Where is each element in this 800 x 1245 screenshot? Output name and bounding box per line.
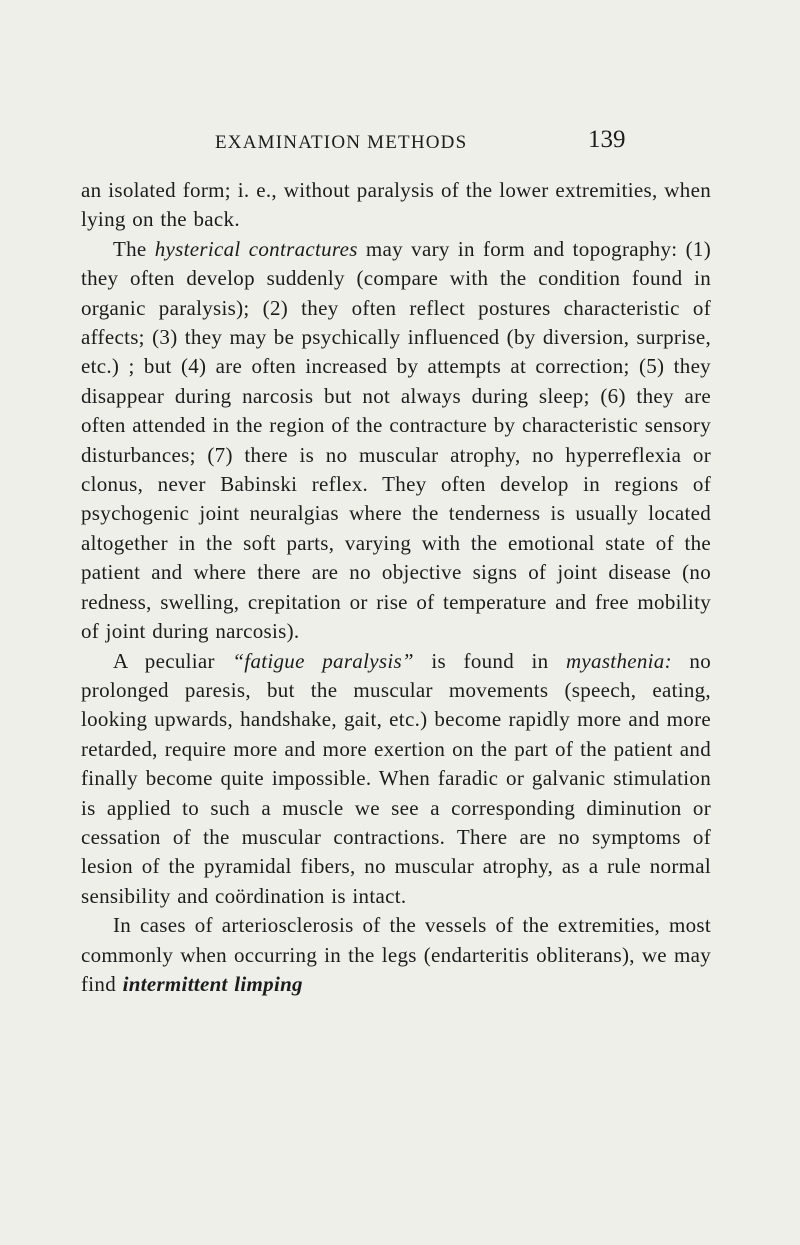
- paragraph-arteriosclerosis: [81, 911, 711, 999]
- body-text: [81, 176, 711, 999]
- text-run: A peculiar: [113, 648, 233, 673]
- italic-term: “fatigue paralysis”: [232, 648, 414, 673]
- text-run: is found in: [413, 648, 566, 673]
- paragraph-continuation: [81, 176, 711, 235]
- paragraph-hysterical-contractures: [81, 235, 711, 647]
- page-number: 139: [588, 126, 626, 153]
- text-run: The: [113, 236, 155, 261]
- bold-italic-term: intermittent limping: [122, 971, 303, 996]
- text-run: may vary in form and topography: (1) they often develop suddenly (compare with the condition found in organic paralysis); (2) they often reflect postures characteristic of affects; (3) they may be psychically influenced (by diversion, surprise, etc.) ; but (4) are often increased by attempts at correction; (5) they disappear during narcosis but not always during sleep; (6) they are often attended in the region of the contracture by characteristic sensory disturbances; (7) there is no muscular atrophy, no hyperreflexia or clonus, never Babinski reflex. They often develop in regions of psychogenic joint neuralgias where the tenderness is usually located altogether in the soft parts, varying with the emotional state of the patient and where there are no objective signs of joint disease (no redness, swelling, crepitation or rise of temperature and free mobility of joint during narcosis).: [81, 236, 711, 644]
- text-run: no prolonged paresis, but the muscular movements (speech, eating, looking upwards, handshake, gait, etc.) become rapidly more and more retarded, require more and more exertion on the part of the patient and finally become quite impossible. When faradic or galvanic stimulation is applied to such a muscle we see a corresponding diminution or cessation of the muscular contractions. There are no symptoms of lesion of the pyramidal fibers, no muscular atrophy, as a rule normal sensibility and coördination is intact.: [81, 648, 712, 908]
- text-run: an isolated form; i. e., without paralysis of the lower extremities, when lying on the back.: [81, 178, 711, 232]
- running-title: EXAMINATION METHODS: [215, 132, 468, 153]
- paragraph-fatigue-paralysis: [81, 647, 711, 912]
- text-run: In cases of arteriosclerosis of the vessels of the extremities, most commonly when occurring in the legs (endarteritis obliterans), we may find: [81, 913, 711, 996]
- italic-term: hysterical contractures: [154, 236, 358, 261]
- italic-term: myasthenia:: [565, 648, 672, 673]
